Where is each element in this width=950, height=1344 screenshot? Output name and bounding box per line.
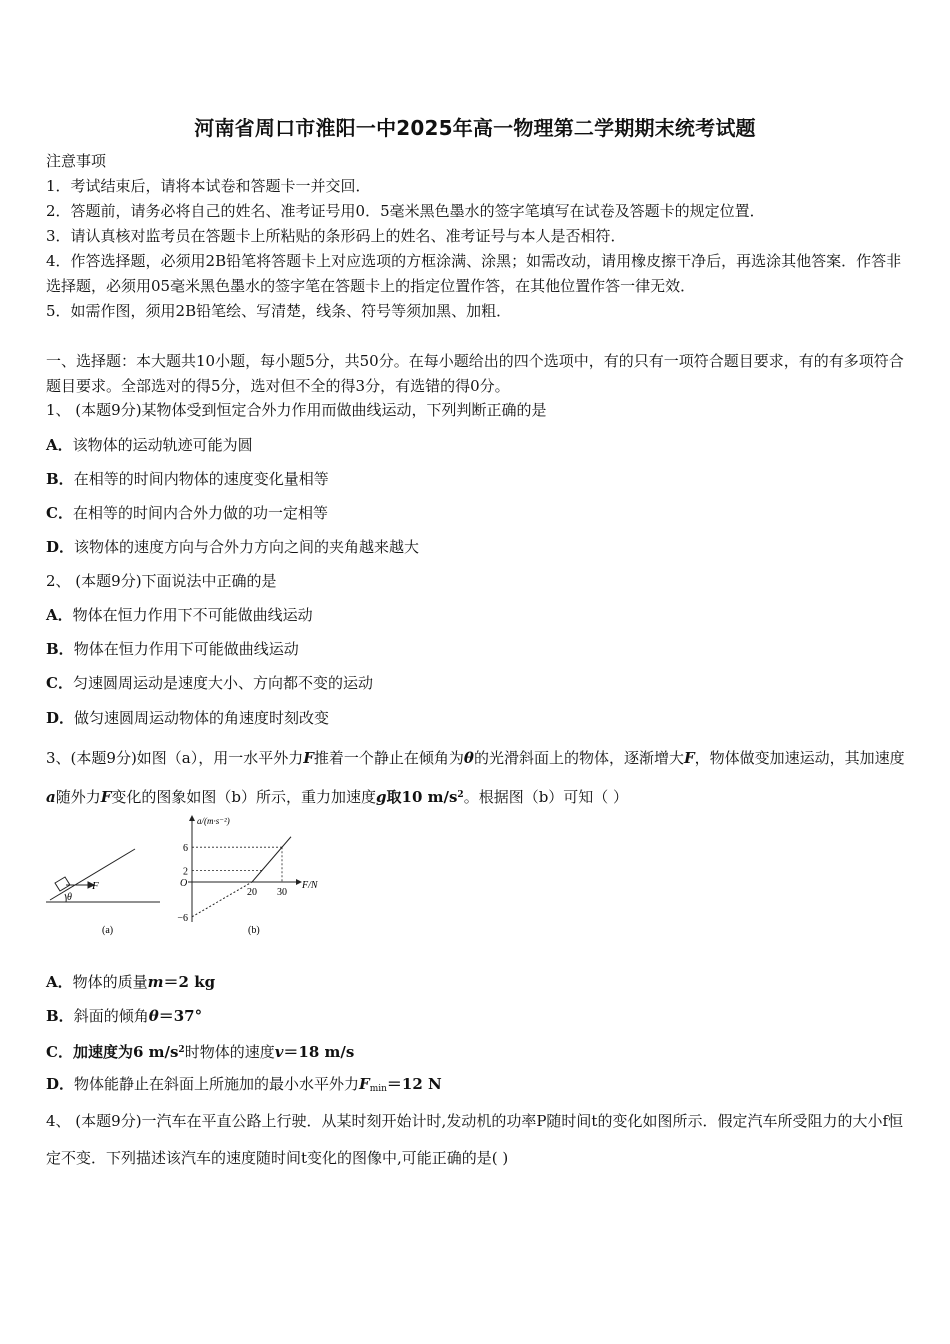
notice-item-2: 2．答题前，请务必将自己的姓名、准考证号用0．5毫米黑色墨水的签字笔填写在试卷及答题卡的规定位置． [46, 202, 765, 220]
option-text: 斜面的倾角 [73, 1007, 149, 1025]
q3-sup: 2 [457, 790, 464, 800]
q3-stem-part: 3、(本题9分)如图（a），用一水平外力 [46, 749, 304, 767]
q3-stem-part: ，物体做变加速运动，其加速度 [694, 749, 905, 767]
q2-stem: 2、 (本题9分)下面说法中正确的是 [46, 572, 277, 590]
option-label: A． [46, 436, 73, 454]
notice-item-5: 5．如需作图，须用2B铅笔绘、写清楚，线条、符号等须加黑、加粗． [46, 302, 512, 320]
q3-stem-part: 。根据图（b）可知（ ） [463, 788, 629, 806]
notice-heading: 注意事项 [46, 152, 107, 170]
q1-option-a [46, 435, 253, 455]
origin-label: O [180, 878, 188, 889]
notice-item-4: 4．作答选择题，必须用2B铅笔将答题卡上对应选项的方框涂满、涂黑；如需改动，请用橡皮擦干净后，再选涂其他答案．作答非选择题，必须用05毫米黑色墨水的签字笔在答题卡上的指定位置作答，在其他位置作答一律无效． [46, 252, 902, 295]
q3-option-d [46, 1074, 442, 1099]
option-text: 物体在恒力作用下可能做曲线运动 [73, 640, 299, 658]
q2-option-b [46, 639, 299, 659]
y-tick-label: −6 [177, 912, 188, 924]
caption-a: (a) [102, 925, 114, 936]
q3-stem-part: 变化的图象如图（b）所示，重力加速度 [111, 788, 377, 806]
q1-option-c [46, 503, 328, 523]
option-text: 时物体的速度 [184, 1043, 275, 1061]
option-var: m [147, 973, 164, 991]
option-label: C． [46, 504, 73, 522]
q3-figure [42, 812, 332, 942]
option-text: ＝37° [158, 1007, 203, 1025]
q3-figure-svg [42, 812, 332, 942]
notice-item-1: 1．考试结束后，请将本试卷和答题卡一并交回． [46, 177, 371, 195]
incline-diagram [46, 849, 160, 902]
series-line-solid [252, 837, 291, 882]
q3-var-f: F [100, 788, 112, 806]
series-line-dashed [192, 882, 252, 917]
q3-option-b [46, 1006, 202, 1026]
option-label: D． [46, 709, 75, 727]
q3-var-f: F [683, 749, 695, 767]
option-text: 物体的质量 [72, 973, 148, 991]
option-text: ＝18 m/s [283, 1043, 355, 1061]
y-axis-label: a/(m·s⁻²) [197, 816, 230, 826]
option-text: 该物体的运动轨迹可能为圆 [72, 436, 253, 454]
q3-stem [46, 740, 908, 816]
option-label: A． [46, 606, 73, 624]
q1-option-d [46, 537, 419, 557]
section-intro: 一、选择题：本大题共10小题，每小题5分，共50分。在每小题给出的四个选项中，有的只有一项符合题目要求，有的有多项符合题目要求。全部选对的得5分，选对但不全的得3分，有选错的得0分。 [46, 352, 904, 395]
option-text: 加速度为6 m/s [72, 1043, 179, 1061]
page-title: 河南省周口市淮阳一中2025年高一物理第二学期期末统考试题 [194, 116, 756, 140]
option-var: θ [148, 1007, 159, 1025]
q2-option-c [46, 673, 373, 693]
option-var: F [359, 1075, 370, 1093]
option-label: D． [46, 1075, 75, 1093]
notice-item-3: 3．请认真核对监考员在答题卡上所粘贴的条形码上的姓名、准考证号与本人是否相符． [46, 227, 626, 245]
q1-option-b [46, 469, 329, 489]
angle-label: θ [67, 892, 72, 903]
option-label: B． [46, 1007, 74, 1025]
option-text: 在相等的时间内物体的速度变化量相等 [73, 470, 329, 488]
q3-option-c [46, 1040, 354, 1062]
q3-stem-part: 取10 m/s [386, 788, 458, 806]
q2-option-a [46, 605, 313, 625]
option-sup: 2 [178, 1045, 185, 1055]
x-axis-label: F/N [302, 880, 318, 891]
option-label: D． [46, 538, 75, 556]
x-tick-label: 20 [247, 887, 257, 898]
q3-stem-part: 推着一个静止在倾角为 [313, 749, 464, 767]
option-text: ＝12 N [386, 1075, 442, 1093]
option-text: 做匀速圆周运动物体的角速度时刻改变 [74, 709, 330, 727]
q2-option-d [46, 708, 329, 728]
option-label: C． [46, 1043, 73, 1061]
option-var: v [274, 1043, 284, 1061]
x-tick-label: 30 [277, 887, 287, 898]
option-text: 在相等的时间内合外力做的功一定相等 [72, 504, 328, 522]
option-label: A． [46, 973, 73, 991]
q3-option-a [46, 972, 215, 992]
incline-line [50, 849, 135, 900]
option-label: B． [46, 640, 74, 658]
option-text: 物体在恒力作用下不可能做曲线运动 [72, 606, 313, 624]
caption-b: (b) [248, 925, 260, 936]
y-tick-label: 2 [183, 866, 188, 878]
option-label: B． [46, 470, 74, 488]
q3-var-theta: θ [463, 749, 474, 767]
option-sub: min [369, 1084, 387, 1094]
q4-stem: 4、 (本题9分)一汽车在平直公路上行驶．从某时刻开始计时,发动机的功率P随时间t的变化如图所示．假定汽车所受阻力的大小f恒定不变．下列描述该汽车的速度随时间t变化的图像中,可能正确的是( ) [46, 1112, 904, 1167]
q3-var-f: F [303, 749, 314, 767]
option-text: 匀速圆周运动是速度大小、方向都不变的运动 [72, 674, 373, 692]
y-tick-label: 6 [183, 843, 188, 855]
option-text: 该物体的速度方向与合外力方向之间的夹角越来越大 [74, 538, 420, 556]
q3-var-g: g [376, 788, 387, 806]
q3-var-a: a [46, 788, 56, 806]
graph-b [177, 815, 319, 924]
q3-stem-part: 的光滑斜面上的物体，逐渐增大 [473, 749, 684, 767]
option-label: C． [46, 674, 73, 692]
q3-stem-part: 随外力 [55, 788, 101, 806]
y-axis-arrow [189, 815, 195, 821]
q1-stem: 1、 (本题9分)某物体受到恒定合外力作用而做曲线运动，下列判断正确的是 [46, 401, 547, 419]
option-text: 物体能静止在斜面上所施加的最小水平外力 [74, 1075, 360, 1093]
option-text: ＝2 kg [163, 973, 216, 991]
force-label: F [92, 880, 99, 892]
